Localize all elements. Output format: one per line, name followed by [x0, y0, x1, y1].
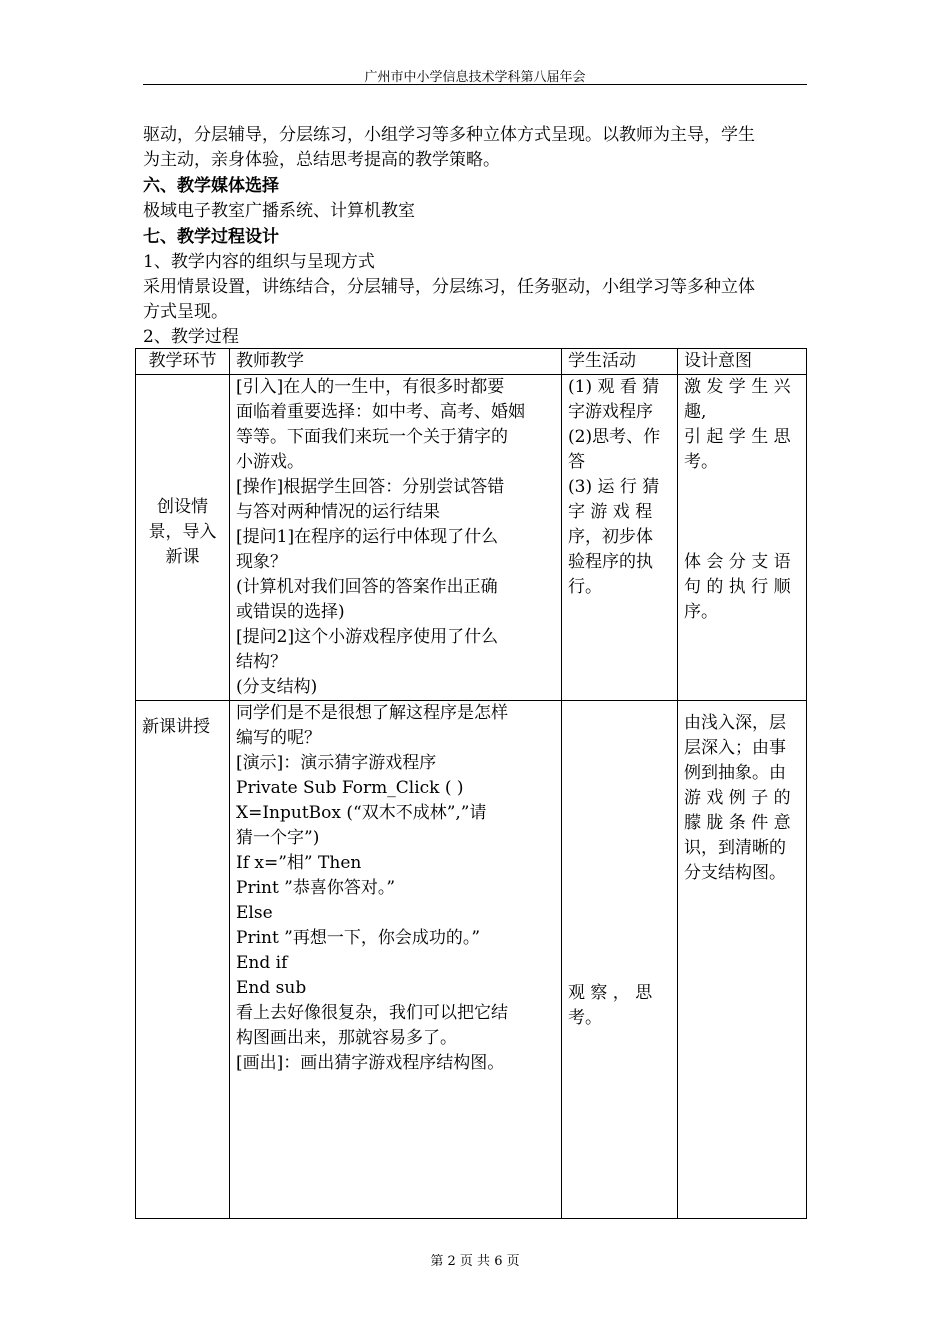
teacher-line: 或错误的选择) — [236, 602, 345, 622]
teacher-line: 看上去好像很复杂，我们可以把它结 — [236, 1003, 508, 1023]
table-header-row — [136, 349, 807, 375]
stage-line: 景，导入 — [148, 522, 217, 542]
section-heading: 七、教学过程设计 — [143, 227, 279, 247]
teacher-line: 面临着重要选择：如中考、高考、婚姻 — [236, 402, 525, 422]
student-line: (2)思考、作 — [568, 427, 661, 447]
student-line: 行。 — [568, 577, 602, 597]
intent-line: 识，到清晰的 — [684, 838, 786, 858]
intent-line: 体 会 分 支 语 — [684, 552, 791, 572]
paragraph-line: 方式呈现。 — [143, 302, 228, 322]
teacher-line: X=InputBox (“双木不成林”,”请 — [236, 803, 487, 823]
header-teacher: 教师教学 — [230, 349, 562, 375]
cell-intent — [678, 375, 807, 701]
page-footer: 第 2 页 共 6 页 — [430, 1254, 520, 1269]
teacher-line: 小游戏。 — [236, 452, 304, 472]
teacher-line: If x=”相” Then — [236, 853, 362, 873]
intent-line: 朦 胧 条 件 意 — [684, 813, 791, 833]
stage-line: 新课 — [165, 547, 200, 567]
cell-stage — [136, 701, 230, 1219]
teacher-line: [操作]根据学生回答：分别尝试答错 — [236, 477, 505, 497]
student-line: 答 — [568, 452, 585, 472]
student-line: 考。 — [568, 1008, 602, 1028]
teacher-line: Print ”恭喜你答对。” — [236, 878, 396, 898]
teacher-line: 编写的呢？ — [236, 728, 321, 748]
section-heading: 六、教学媒体选择 — [143, 176, 279, 196]
table-row — [136, 701, 807, 1219]
student-line: 字游戏程序 — [568, 402, 653, 422]
teacher-line: Private Sub Form_Click ( ) — [236, 778, 464, 798]
cell-stage — [136, 375, 230, 701]
intent-line: 考。 — [684, 452, 718, 472]
table-row — [136, 375, 807, 701]
paragraph-line: 驱动，分层辅导，分层练习，小组学习等多种立体方式呈现。以教师为主导，学生 — [143, 125, 755, 145]
paragraph-line: 1、教学内容的组织与呈现方式 — [143, 252, 375, 272]
intent-line — [684, 525, 800, 550]
cell-student — [562, 375, 678, 701]
teacher-line: [引入]在人的一生中，有很多时都要 — [236, 377, 505, 397]
cell-intent — [678, 701, 807, 1219]
teacher-line: [演示]：演示猜字游戏程序 — [236, 753, 437, 773]
student-line: 字 游 戏 程 — [568, 502, 653, 522]
teacher-line: 结构？ — [236, 652, 287, 672]
intent-line — [684, 500, 800, 525]
intent-line: 趣, — [684, 402, 707, 422]
teacher-line: 构图画出来，那就容易多了。 — [236, 1028, 457, 1048]
header-rule — [143, 84, 807, 85]
teacher-line: 同学们是不是很想了解这程序是怎样 — [236, 703, 508, 723]
page-header: 广州市中小学信息技术学科第八届年会 — [364, 70, 586, 85]
intent-line: 层深入；由事 — [684, 738, 786, 758]
cell-student — [562, 701, 678, 1219]
teacher-line: Print ”再想一下，你会成功的。” — [236, 928, 481, 948]
intent-line: 分支结构图。 — [684, 863, 786, 883]
student-line: (3) 运 行 猜 — [568, 477, 660, 497]
intent-line: 句 的 执 行 顺 — [684, 577, 791, 597]
paragraph-line: 采用情景设置，讲练结合，分层辅导，分层练习，任务驱动，小组学习等多种立体 — [143, 277, 755, 297]
cell-teacher — [230, 375, 562, 701]
teacher-line: [画出]：画出猜字游戏程序结构图。 — [236, 1053, 505, 1073]
student-line: 序，初步体 — [568, 527, 653, 547]
teacher-line: End if — [236, 953, 288, 973]
student-line: (1) 观 看 猜 — [568, 377, 660, 397]
intent-line: 激 发 学 生 兴 — [684, 377, 791, 397]
student-line: 验程序的执 — [568, 552, 653, 572]
cell-teacher — [230, 701, 562, 1219]
stage-line: 创设情 — [157, 497, 208, 517]
intent-line: 由浅入深，层 — [684, 713, 786, 733]
teaching-process-table — [135, 348, 807, 1219]
teacher-line: 与答对两种情况的运行结果 — [236, 502, 440, 522]
paragraph-line: 2、教学过程 — [143, 327, 239, 347]
student-line: 观 察 ， 思 — [568, 983, 653, 1003]
intent-line: 游 戏 例 子 的 — [684, 788, 791, 808]
paragraph-line: 极域电子教室广播系统、计算机教室 — [143, 201, 415, 221]
header-intent: 设计意图 — [678, 349, 807, 375]
teacher-line: End sub — [236, 978, 307, 998]
teacher-line: 现象？ — [236, 552, 287, 572]
stage-line: 新课讲授 — [142, 717, 210, 737]
intent-line — [684, 475, 800, 500]
teacher-line: [提问2]这个小游戏程序使用了什么 — [236, 627, 499, 647]
teacher-line: (计算机对我们回答的答案作出正确 — [236, 577, 498, 597]
intent-line: 序。 — [684, 602, 718, 622]
teacher-line: Else — [236, 903, 273, 923]
header-student: 学生活动 — [562, 349, 678, 375]
teacher-line: (分支结构) — [236, 677, 318, 697]
teacher-line: [提问1]在程序的运行中体现了什么 — [236, 527, 499, 547]
paragraph-line: 为主动，亲身体验，总结思考提高的教学策略。 — [143, 150, 500, 170]
header-stage: 教学环节 — [136, 349, 230, 375]
intent-line: 例到抽象。由 — [684, 763, 786, 783]
intent-line: 引 起 学 生 思 — [684, 427, 791, 447]
teacher-line: 猜一个字”) — [236, 828, 320, 848]
teacher-line: 等等。下面我们来玩一个关于猜字的 — [236, 427, 508, 447]
